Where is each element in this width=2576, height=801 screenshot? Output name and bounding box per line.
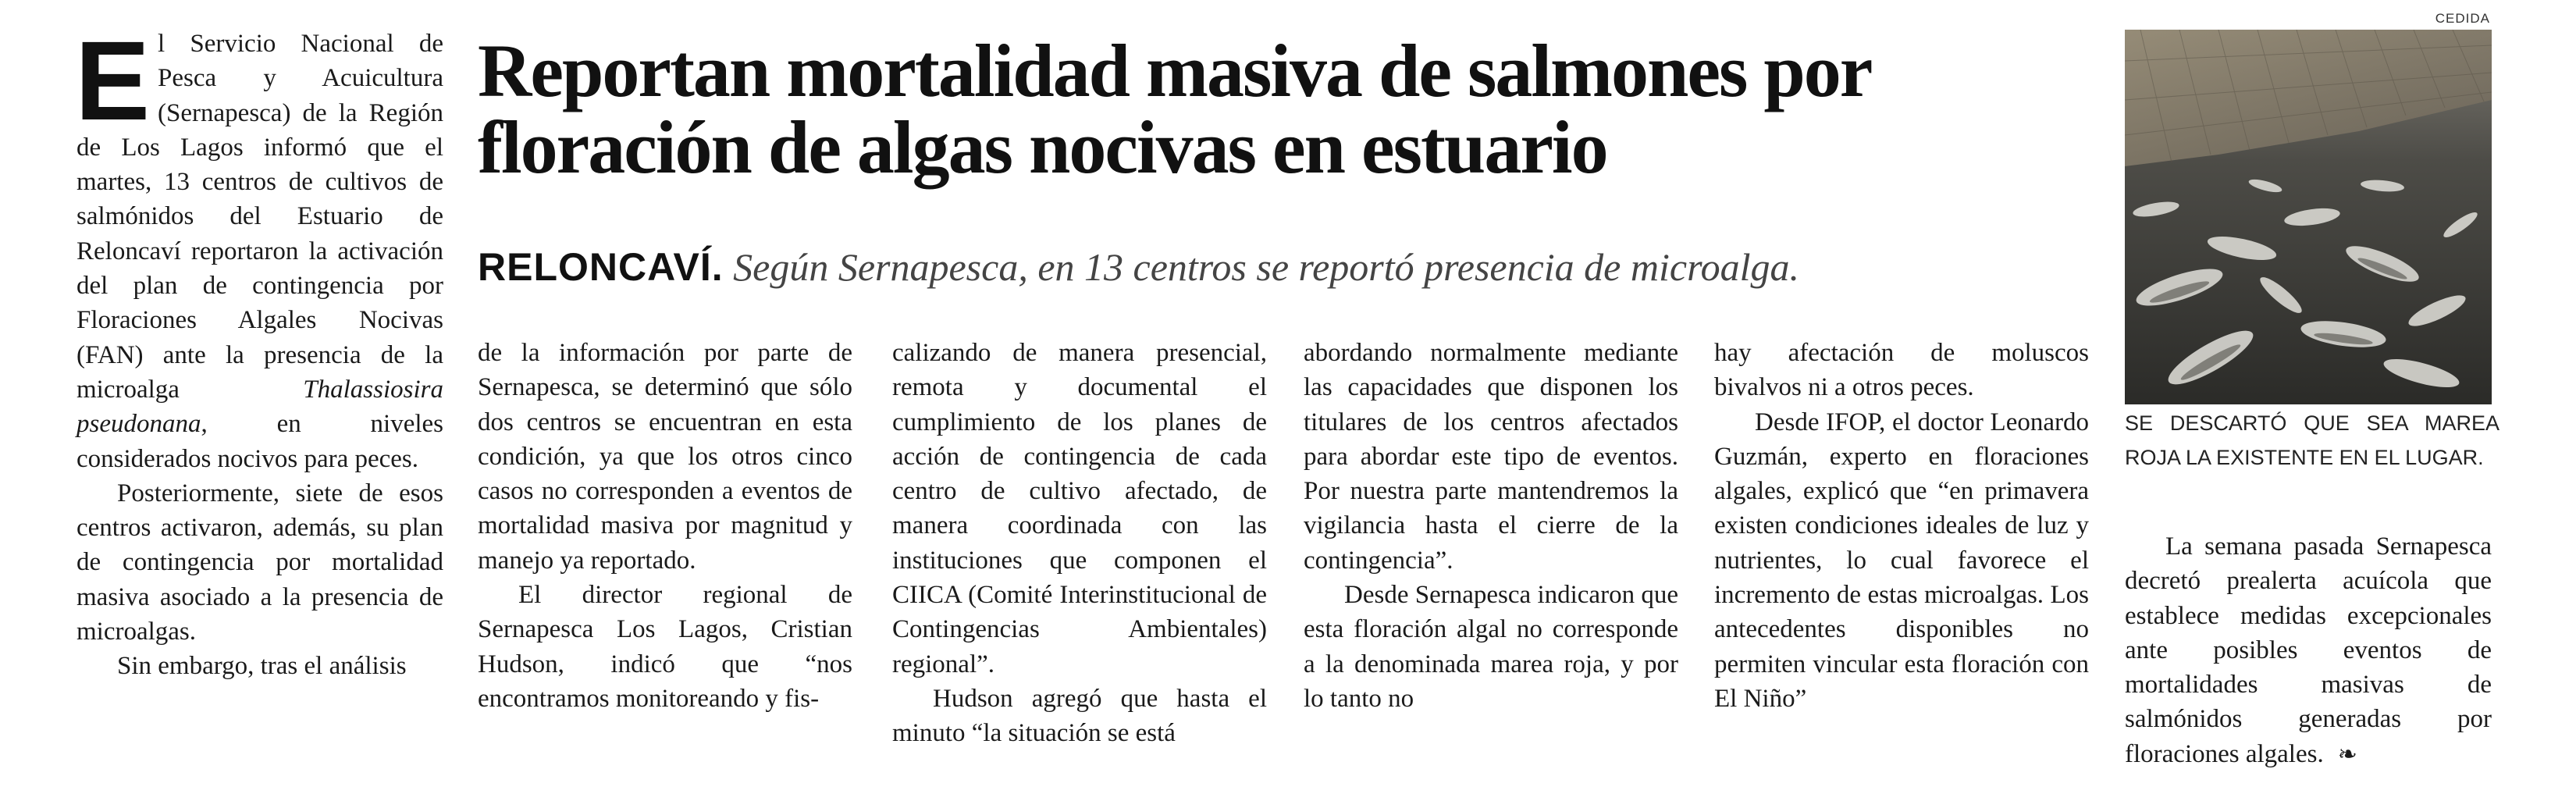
paragraph-text: l Servicio Nacional de Pesca y Acuicultura (Sernapesca) de la Región de Los Lagos informó que el martes, 13 centros de cultivos de salmónidos del Estuario de Reloncaví reportaron la activación del plan de contingencia por Floraciones Algales Nocivas (FAN) ante la presencia de la microalga xyxy=(76,30,443,404)
headline: Reportan mortalidad masiva de salmones por floración de algas nocivas en estuario xyxy=(478,29,1870,189)
kicker-place: RELONCAVÍ. xyxy=(478,245,724,289)
paragraph: abordando normalmente mediante las capacidades que disponen los titulares de los centros afectados para abordar este tipo de eventos. Por nuestra parte mantendremos la vigilancia hasta el cierre de la contingencia”. xyxy=(1304,339,1678,575)
kicker xyxy=(478,244,2117,290)
paragraph-text: La semana pasada Sernapesca decretó prealerta acuícola que establece medidas excepcionales ante posibles eventos de mortalidades masivas de salmónidos generadas por floraciones algales. xyxy=(2125,532,2492,768)
article-column-4 xyxy=(1304,336,1678,716)
paragraph: El director regional de Sernapesca Los Lagos, Cristian Hudson, indicó que “nos encontramos monitoreando y fis- xyxy=(478,581,852,713)
end-of-article-icon: ❧ xyxy=(2337,740,2357,768)
photo-caption: SE DESCARTÓ QUE SEA MAREA ROJA LA EXISTENTE EN EL LUGAR. xyxy=(2125,411,2500,469)
article-column-2 xyxy=(478,336,852,716)
paragraph xyxy=(2125,529,2492,772)
article-photo xyxy=(2125,30,2492,404)
paragraph: Hudson agregó que hasta el minuto “la situación se está xyxy=(892,684,1267,748)
paragraph: de la información por parte de Sernapesca, se determinó que sólo dos centros se encuentran en esta condición, ya que los otros cinco casos no corresponden a eventos de mortalidad masiva por magnitud y manejo ya reportado. xyxy=(478,339,852,575)
drop-cap: E xyxy=(75,18,151,144)
article-column-3 xyxy=(892,336,1267,751)
article-column-5 xyxy=(1714,336,2089,716)
paragraph-text: , en niveles considerados nocivos para peces. xyxy=(76,410,443,473)
article-column-6 xyxy=(2125,529,2492,772)
salmon-mortality-photo xyxy=(2125,30,2492,404)
species-name: Thalassiosira pseudonana xyxy=(76,375,443,439)
paragraph: Desde IFOP, el doctor Leonardo Guzmán, experto en floraciones algales, explicó que “en primavera existen condiciones ideales de luz y nutrientes, lo cual favorece el incremento de estas microalgas. Los antecedentes disponibles no permiten vincular esta floración con El Niño” xyxy=(1714,408,2089,713)
paragraph: Sin embargo, tras el análisis xyxy=(117,652,407,681)
paragraph xyxy=(75,18,443,476)
paragraph: hay afectación de moluscos bivalvos ni a otros peces. xyxy=(1714,339,2089,402)
paragraph: Desde Sernapesca indicaron que esta floración algal no corresponde a la denominada marea roja, y por lo tanto no xyxy=(1304,581,1678,713)
article-column-1 xyxy=(75,18,443,684)
photo-credit: CEDIDA xyxy=(2435,11,2490,26)
kicker-summary: Según Sernapesca, en 13 centros se reportó presencia de microalga. xyxy=(733,245,1800,289)
paragraph: calizando de manera presencial, remota y documental el cumplimiento de los planes de acción de contingencia de cada centro de cultivo afectado, de manera coordinada con las instituciones que componen el CIICA (Comité Interinstitucional de Contingencias Ambientales) regional”. xyxy=(892,339,1267,678)
paragraph: Posteriormente, siete de esos centros activaron, además, su plan de contingencia por mortalidad masiva asociado a la presencia de microalgas. xyxy=(76,479,443,646)
